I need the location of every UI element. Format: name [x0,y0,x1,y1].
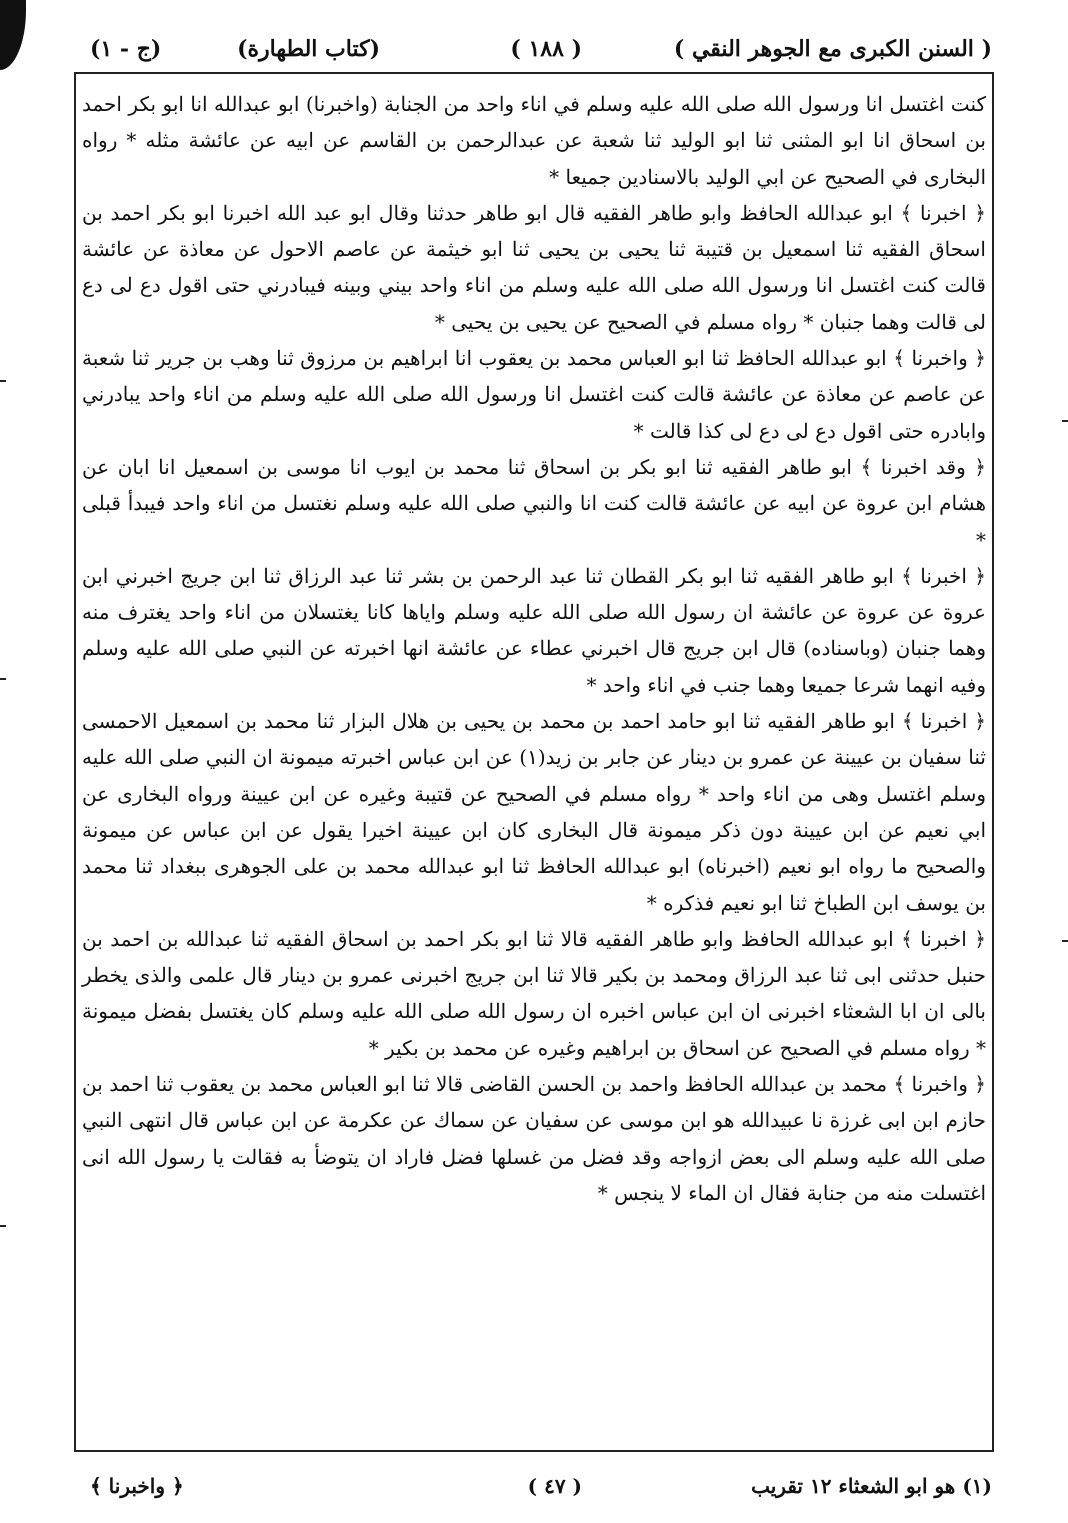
margin-tick [0,380,6,382]
paragraph: ﴿ اخبرنا ﴾ ابو طاهر الفقيه ثنا ابو بكر القطان ثنا عبد الرحمن بن بشر ثنا عبد الرزاق ثنا ابن جريج اخبرني ابن عروة عن عروة عن عائشة ان رسول الله صلى الله عليه وسلم واياها كانا يغتسلان من اناء واحد يغترف منه وهما جنبان (وباسناده) قال ابن جريج قال اخبرني عطاء عن عائشة انها اخبرته عن النبي صلى الله عليه وسلم وفيه انهما شرعا جميعا وهما جنب في اناء واحد * [82,563,986,697]
margin-tick [0,678,6,680]
footnote: (١) هو ابو الشعثاء ١٢ تقريب [751,1474,992,1498]
paragraph: ﴿ اخبرنا ﴾ ابو طاهر الفقيه ثنا ابو حامد احمد بن محمد بن يحيى بن هلال البزار ثنا محمد بن اسمعيل الاحمسى ثنا سفيان بن عيينة عن عمرو بن دينار عن جابر بن زيد(١) عن ابن عباس اخبرته ميمونة ان النبي صلى الله عليه وسلم اغتسل وهى من اناء واحد * رواه مسلم في الصحيح عن قتيبة وغيره عن ابن عيينة ورواه البخارى عن ابي نعيم عن ابن عيينة دون ذكر ميمونة قال البخارى كان ابن عيينة اخيرا يقول عن ابن عباس عن ميمونة والصحيح ما رواه ابو نعيم (اخبرناه) ابو عبدالله الحافظ ثنا ابو عبدالله محمد بن على الجوهرى ببغداد ثنا محمد بن يوسف ابن الطباخ ثنا ابو نعيم فذكره * [82,709,986,915]
page-number: ( ١٨٨ ) [510,36,582,62]
main-text [82,86,986,1211]
paragraph: ﴿ اخبرنا ﴾ ابو عبدالله الحافظ وابو طاهر الفقيه قالا ثنا ابو بكر احمد بن اسحاق الفقيه ثنا عبدالله بن احمد بن حنبل حدثنى ابى ثنا عبد الرزاق ومحمد بن بكير قالا ثنا ابن جريج اخبرنى عمرو بن دينار قال علمى والذى يخطر بالى ان ابا الشعثاء اخبرنى ان ابن عباس اخبره ان رسول الله صلى الله عليه وسلم كان يغتسل بفضل ميمونة * رواه مسلم في الصحيح عن اسحاق بن ابراهيم وغيره عن محمد بن بكير * [82,926,986,1060]
chapter-title: (كتاب الطهارة) [237,36,380,62]
catchword: ﴿ واخبرنا ﴾ [90,1474,184,1498]
paragraph: ﴿ واخبرنا ﴾ ابو عبدالله الحافظ ثنا ابو العباس محمد بن يعقوب انا ابراهيم بن مرزوق ثنا وهب بن جرير ثنا شعبة عن عاصم عن معاذة عن عائشة قالت كنت اغتسل انا ورسول الله صلى الله عليه وسلم من اناء واحد يبادرني وابادره حتى اقول دع لى دع لى كذا قالت * [82,346,986,443]
paragraph: ﴿ واخبرنا ﴾ محمد بن عبدالله الحافظ واحمد بن الحسن القاضى قالا ثنا ابو العباس محمد بن يعقوب ثنا احمد بن حازم ابن ابى غرزة نا عبيدالله هو ابن موسى عن سفيان عن سماك عن عكرمة عن ابن عباس قال انتهى النبي صلى الله عليه وسلم الى بعض ازواجه وقد فضل من غسلها فضل فاراد ان يتوضأ به فقالت يا رسول الله انى اغتسلت منه من جنابة فقال ان الماء لا ينجس * [82,1072,986,1205]
paragraph: ﴿ اخبرنا ﴾ ابو عبدالله الحافظ وابو طاهر الفقيه قال ابو طاهر حدثنا وقال ابو عبد الله اخبرنا ابو بكر احمد بن اسحاق الفقيه ثنا اسمعيل بن قتيبة ثنا يحيى بن يحيى ثنا ابو خيثمة عن عاصم الاحول عن معاذة عن عائشة قالت كنت اغتسل انا ورسول الله صلى الله عليه وسلم من اناء واحد بيني وبينه فيبادرني حتى اقول دع لى دع لى قالت وهما جنبان * رواه مسلم في الصحيح عن يحيى بن يحيى * [82,200,986,334]
book-title: ( السنن الكبرى مع الجوهر النقي ) [673,36,992,62]
page-footer [90,1458,992,1508]
paragraph: كنت اغتسل انا ورسول الله صلى الله عليه وسلم في اناء واحد من الجنابة (واخبرنا) ابو عبدالله انا ابو بكر احمد بن اسحاق انا ابو المثنى ثنا ابو الوليد ثنا شعبة عن عبدالرحمن بن القاسم عن ابيه عن عائشة مثله * رواه البخارى في الصحيح عن ابي الوليد بالاسنادين جميعا * [82,92,987,189]
sheet-number: ( ٤٧ ) [527,1474,582,1498]
margin-tick [0,1225,6,1227]
margin-tick [1062,420,1068,422]
margin-tick [1062,940,1068,942]
scan-edge-blot [0,0,26,70]
volume-label: (ج - ١) [90,36,162,62]
page-header [90,30,992,70]
paragraph: ﴿ وقد اخبرنا ﴾ ابو طاهر الفقيه ثنا ابو بكر بن اسحاق ثنا محمد بن ايوب انا موسى بن اسمعيل انا ابان عن هشام ابن عروة عن ابيه عن عائشة قالت كنت انا والنبي صلى الله عليه وسلم نغتسل من اناء واحد فيبدأ قبلى * [82,454,986,552]
footnote-divider [74,1450,994,1452]
